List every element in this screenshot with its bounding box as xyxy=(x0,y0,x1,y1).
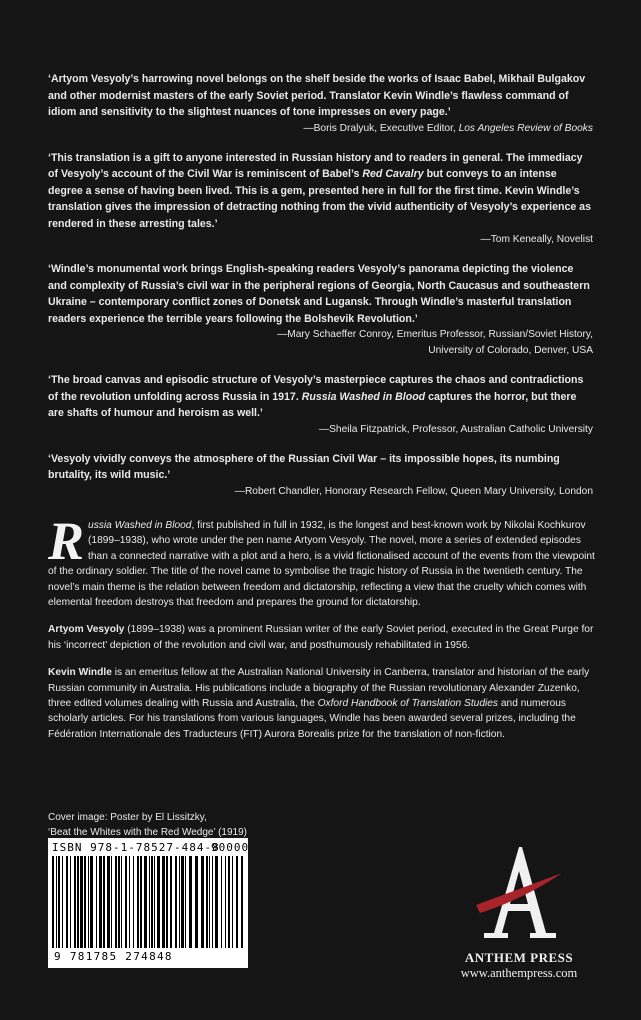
barcode-bar xyxy=(121,856,122,948)
barcode-bar xyxy=(215,856,218,948)
publisher-url[interactable]: www.anthempress.com xyxy=(460,966,578,980)
endorsements xyxy=(48,71,593,513)
endorsement-quote xyxy=(48,372,593,438)
endorsement-quote xyxy=(48,71,593,137)
endorsement-quote xyxy=(48,261,593,359)
quote-text: ‘The broad canvas and episodic structure of Vesyoly’s masterpiece captures the chaos and contradictions of the revolution unfolding across Russia in 1917. Russia Washed in Blood captures the horror, but there are shafts of humour and heroism as well.’ xyxy=(48,374,584,419)
barcode-bar xyxy=(170,856,172,948)
barcode-bar xyxy=(96,856,97,948)
drop-cap: R xyxy=(48,511,85,571)
barcode-bar xyxy=(84,856,86,948)
price-code: 90000 xyxy=(211,841,250,854)
barcode-bar xyxy=(99,856,102,948)
barcode-bar xyxy=(209,856,210,948)
quote-text: ‘Artyom Vesyoly’s harrowing novel belongs on the shelf beside the works of Isaac Babel, Mikhail Bulgakov and other modernist masters of the early Soviet period. Translator Kevin Windle’s flawless command of idiom and sensitivity to the slightest nuances of tone impresses on every page.’ xyxy=(48,73,586,118)
quote-attribution: —Tom Keneally, Novelist xyxy=(480,234,593,245)
isbn-barcode xyxy=(48,838,248,968)
quote-attribution: —Mary Schaeffer Conroy, Emeritus Professor, Russian/Soviet History, University of Colorado, Denver, USA xyxy=(277,329,593,356)
barcode-bar xyxy=(77,856,79,948)
book-description-section xyxy=(48,511,596,754)
quote-text: ‘Vesyoly vividly conveys the atmosphere of the Russian Civil War – its impossible hopes, its numbing brutality, its wild music.’ xyxy=(48,452,560,481)
barcode-bar xyxy=(185,856,186,948)
barcode-bar xyxy=(125,856,127,948)
barcode-bar xyxy=(212,856,213,948)
author-bio: Artyom Vesyoly (1899–1938) was a prominent Russian writer of the early Soviet period, executed in the Great Purge for his ‘incorrect’ depiction of the revolution and civil war, and posthumously rehabilitated in 1956. xyxy=(48,624,594,651)
endorsement-quote xyxy=(48,451,593,500)
endorsement-quote xyxy=(48,150,593,249)
barcode-bar xyxy=(137,856,139,948)
book-description: Russia Washed in Blood, first published in full in 1932, is the longest and best-known work by Nikolai Kochkurov (1899–1938), who wrote under the pen name Artyom Vesyoly. The novel, more a series of extended episodes than a connected narrative with a plot and a hero, is a vivid fictionalised account of the events from the viewpoint of the ordinary soldier. The title of the novel came to symbolise the tragic history of Russia in the twentieth century. The novel’s main theme is the relation between freedom and dictatorship, reflecting a view that the cruelty which comes with elemental freedom destroys that freedom and prepares the ground for dictatorship. xyxy=(48,511,595,609)
barcode-bar xyxy=(58,856,60,948)
barcode-bar xyxy=(144,856,147,948)
quote-attribution: —Boris Dralyuk, Executive Editor, Los Angeles Review of Books xyxy=(303,122,593,134)
barcode-bar xyxy=(115,856,117,948)
barcode-bar xyxy=(74,856,76,948)
barcode-bar xyxy=(129,856,130,948)
publisher-name: ANTHEM PRESS xyxy=(464,950,574,965)
barcode-bar xyxy=(140,856,142,948)
publisher-block xyxy=(438,843,600,981)
barcode-bar xyxy=(90,856,93,948)
barcode-bar xyxy=(62,856,63,948)
barcode-number: 9 781785 274848 xyxy=(54,950,173,963)
barcode-bar xyxy=(103,856,105,948)
barcode-bar xyxy=(154,856,155,948)
barcode-bar xyxy=(189,856,192,948)
barcode-bar xyxy=(175,856,177,948)
barcode-bar xyxy=(66,856,68,948)
barcode-bar xyxy=(157,856,160,948)
quote-text: ‘This translation is a gift to anyone interested in Russian history and to readers in general. The immediacy of Vesyoly’s account of the Civil War is reminiscent of Babel’s Red Cavalry but conveys to an intense degree a sense of having been lived. This is a gem, presented here in full for the first time. Kevin Windle’s translation gives the impression of detracting nothing from the vivid authenticity of Vesyoly’s experience as rendered in these arresting tales.’ xyxy=(48,151,591,230)
barcode-bar xyxy=(241,856,243,948)
translator-bio: Kevin Windle is an emeritus fellow at the Australian National University in Canberra, translator and historian of the early Russian community in Australia. His publications include a biography of the Russian revolutionary Alexander Zuzenko, three edited volumes dealing with Russia and Australia, the Oxford Handbook of Translation Studies and numerous scholarly articles. For his translations from various languages, Windle has been awarded several prizes, including the Fédération Internationale des Traducteurs (FIT) Aurora Borealis prize for the translation of non-fiction. xyxy=(48,667,590,740)
barcode-bar xyxy=(133,856,134,948)
anthem-press-a-logo-icon xyxy=(474,843,564,943)
barcode-bar xyxy=(111,856,112,948)
barcode-bar xyxy=(70,856,71,948)
barcode-bar xyxy=(149,856,150,948)
barcode-bar xyxy=(201,856,204,948)
quote-text: ‘Windle’s monumental work brings English-speaking readers Vesyoly’s panorama depicting the violence and complexity of Russia’s civil war in the peripheral regions of Georgia, North Caucasus and southeastern Ukraine – contemporary conflict zones of Donetsk and Lugansk. Through Windle’s masterful translation readers experience the terrible years following the Bolshevik Revolution.’ xyxy=(48,263,590,325)
barcode-bar xyxy=(181,856,184,948)
barcode-bar xyxy=(107,856,110,948)
quote-attribution: —Sheila Fitzpatrick, Professor, Australian Catholic University xyxy=(318,423,593,435)
barcode-bar xyxy=(232,856,233,948)
barcode-bar xyxy=(228,856,230,948)
barcode-bar xyxy=(56,856,57,948)
barcode-bar xyxy=(88,856,89,948)
barcode-bar xyxy=(206,856,208,948)
barcode-bar xyxy=(151,856,153,948)
barcode-bar xyxy=(80,856,83,948)
barcode-bar xyxy=(162,856,165,948)
barcode-bar xyxy=(166,856,168,948)
barcode-bar xyxy=(225,856,226,948)
barcode-bar xyxy=(179,856,180,948)
barcode-bar xyxy=(236,856,238,948)
barcode-bar xyxy=(195,856,198,948)
barcode-icon xyxy=(52,856,244,950)
barcode-bar xyxy=(221,856,222,948)
isbn-label: ISBN 978-1-78527-484-8 xyxy=(52,841,220,854)
quote-attribution: —Robert Chandler, Honorary Research Fellow, Queen Mary University, London xyxy=(234,485,593,497)
barcode-bar xyxy=(118,856,120,948)
cover-image-credit: Cover image: Poster by El Lissitzky, ‘Beat the Whites with the Red Wedge’ (1919) xyxy=(48,812,247,838)
barcode-bar xyxy=(52,856,54,948)
